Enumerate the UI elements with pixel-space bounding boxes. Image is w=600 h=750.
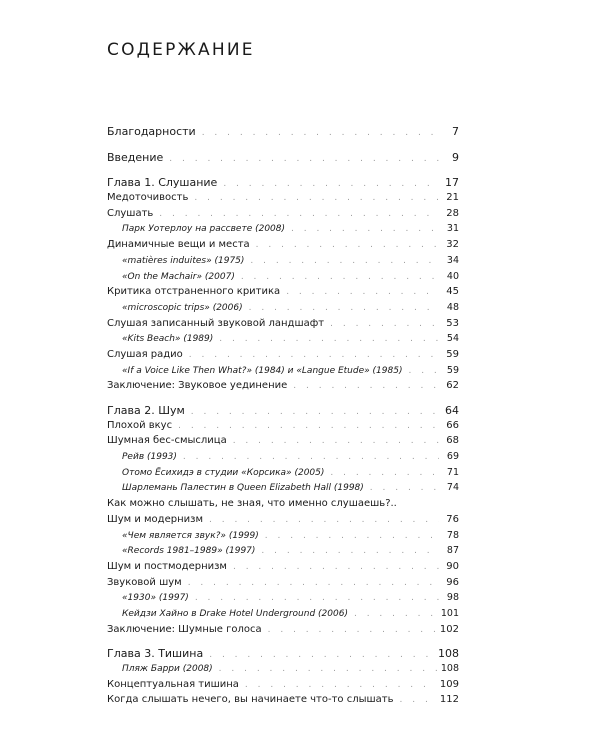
- toc-entry: [107, 223, 459, 239]
- toc-entry: [107, 498, 459, 514]
- dot-leader: [233, 562, 439, 572]
- toc-entry-title: Слушая записанный звуковой ландшафт: [107, 317, 325, 329]
- toc-entry-title: «On the Machair» (2007): [122, 271, 235, 282]
- dot-leader: [188, 578, 439, 588]
- toc-chapter-entry: [107, 151, 459, 167]
- toc-entry: [107, 679, 459, 695]
- toc-entry: [107, 365, 459, 381]
- toc-entry-title: Концептуальная тишина: [107, 678, 239, 690]
- toc-page-number: 59: [446, 348, 459, 360]
- toc-entry-title: «1930» (1997): [122, 593, 189, 604]
- toc-entry: [107, 592, 459, 608]
- toc-entry: [107, 608, 459, 624]
- dot-leader: [189, 350, 439, 360]
- toc-entry-title: Введение: [107, 150, 164, 164]
- toc-entry: [107, 271, 459, 287]
- dot-leader: [330, 319, 439, 329]
- toc-spacer: [107, 639, 459, 647]
- dot-leader: [268, 625, 436, 635]
- toc-entry: [107, 514, 459, 530]
- toc-page-number: 87: [446, 545, 459, 557]
- toc-entry: [107, 302, 459, 318]
- toc-page-number: 34: [446, 254, 459, 266]
- toc-entry-title: Шум и постмодернизм: [107, 560, 227, 572]
- toc-page-number: 32: [446, 239, 459, 251]
- toc-page-number: 101: [440, 607, 459, 619]
- toc-chapter-entry: [107, 176, 459, 192]
- dot-leader: [370, 483, 439, 493]
- toc-page-number: 71: [446, 466, 459, 478]
- toc-page-number: 7: [452, 125, 459, 138]
- toc-entry-title: Как можно слышать, не зная, что именно слушаешь?..: [107, 498, 397, 510]
- toc-entry: [107, 435, 459, 451]
- toc-entry-title: Глава 3. Тишина: [107, 647, 204, 661]
- toc-page-number: 90: [446, 560, 459, 572]
- dot-leader: [245, 680, 436, 690]
- toc-entry: [107, 255, 459, 271]
- toc-page-number: 62: [446, 380, 459, 392]
- dot-leader: [202, 128, 439, 138]
- toc-page-number: 17: [445, 176, 459, 190]
- toc-page-number: 69: [446, 451, 459, 463]
- toc-entry-title: Глава 2. Шум: [107, 404, 185, 417]
- dot-leader: [293, 381, 439, 391]
- toc-entry-title: Глава 1. Слушание: [107, 176, 218, 190]
- dot-leader: [233, 436, 439, 446]
- toc-chapter-entry: [107, 404, 459, 420]
- toc-page-number: 40: [446, 270, 459, 282]
- toc-chapter-entry: [107, 125, 459, 141]
- toc-page-number: 59: [446, 364, 459, 376]
- dot-leader: [400, 695, 436, 705]
- toc-entry: [107, 561, 459, 577]
- toc-entry-title: Слушая радио: [107, 348, 183, 360]
- toc-entry-title: «microscopic trips» (2006): [122, 302, 243, 313]
- dot-leader: [219, 334, 439, 344]
- toc-page-number: 45: [446, 286, 459, 298]
- toc-entry-title: Отомо Ёсихидэ в студии «Корсика» (2005): [122, 467, 325, 478]
- toc-page-number: 108: [438, 647, 459, 661]
- toc-entry-title: «matières induites» (1975): [122, 255, 245, 266]
- toc-entry: [107, 333, 459, 349]
- dot-leader: [209, 650, 434, 660]
- toc-entry-title: «Kits Beach» (1989): [122, 334, 214, 345]
- toc-entry: [107, 451, 459, 467]
- toc-entry-title: Динамичные вещи и места: [107, 239, 250, 251]
- toc-entry-title: Слушать: [107, 207, 154, 219]
- toc-entry-title: Благодарности: [107, 125, 196, 138]
- dot-leader: [219, 664, 437, 674]
- toc-spacer: [107, 141, 459, 151]
- dot-leader: [330, 468, 439, 478]
- toc-entry-title: «Records 1981–1989» (1997): [122, 546, 256, 557]
- dot-leader: [265, 531, 439, 541]
- dot-leader: [195, 593, 439, 603]
- toc-entry-title: Критика отстраненного критика: [107, 286, 281, 298]
- dot-leader: [241, 272, 439, 282]
- toc-entry-title: «If a Voice Like Then What?» (1984) и «Langue Etude» (1985): [122, 365, 403, 376]
- toc-entry: [107, 694, 459, 710]
- toc-entry-title: Шум и модернизм: [107, 513, 203, 525]
- toc-entry: [107, 467, 459, 483]
- toc-page-number: 64: [445, 404, 459, 417]
- toc-entry-title: Заключение: Звуковое уединение: [107, 380, 288, 392]
- dot-leader: [408, 366, 439, 376]
- toc-page-number: 78: [446, 529, 459, 541]
- toc-page-number: 108: [440, 663, 459, 674]
- dot-leader: [261, 546, 439, 556]
- dot-leader: [191, 407, 439, 417]
- toc-page-number: 9: [452, 150, 459, 164]
- toc-entry-title: Рейв (1993): [122, 452, 177, 463]
- toc-entry: [107, 530, 459, 546]
- toc-entry-title: Медоточивость: [107, 192, 189, 204]
- dot-leader: [209, 515, 439, 525]
- dot-leader: [169, 154, 439, 164]
- toc-page-number: 68: [446, 435, 459, 447]
- dot-leader: [159, 209, 439, 219]
- toc-page-number: 31: [446, 223, 459, 235]
- toc-entry: [107, 545, 459, 561]
- toc-page-number: 53: [446, 317, 459, 329]
- toc-entry: [107, 192, 459, 208]
- dot-leader: [183, 452, 439, 462]
- page-title: СОДЕРЖАНИЕ: [107, 40, 255, 60]
- toc-page-number: 112: [439, 694, 459, 706]
- toc-page-number: 96: [446, 576, 459, 588]
- toc-entry-title: Плохой вкус: [107, 419, 173, 431]
- toc-entry-title: Парк Уотерлоу на рассвете (2008): [122, 224, 286, 235]
- toc-entry-title: Шарлемань Палестин в Queen Elizabeth Hall (1998): [122, 483, 364, 494]
- toc-entry-title: Заключение: Шумные голоса: [107, 623, 262, 635]
- toc-entry-title: Когда слышать нечего, вы начинаете что-то слышать: [107, 694, 394, 706]
- dot-leader: [256, 240, 439, 250]
- dot-leader: [194, 193, 439, 203]
- dot-leader: [249, 303, 439, 313]
- toc-page-number: 48: [446, 301, 459, 313]
- toc-entry: [107, 577, 459, 593]
- toc-entry-title: Шумная бес-смыслица: [107, 435, 227, 447]
- dot-leader: [354, 609, 437, 619]
- toc-entry: [107, 663, 459, 679]
- dot-leader: [291, 224, 439, 234]
- dot-leader: [223, 179, 439, 189]
- toc-chapter-entry: [107, 647, 459, 663]
- toc-entry: [107, 380, 459, 396]
- toc-spacer: [107, 396, 459, 404]
- toc-entry-title: Кейдзи Хайно в Drake Hotel Underground (2006): [122, 608, 348, 619]
- toc-page-number: 21: [446, 192, 459, 204]
- toc-page-number: 66: [446, 419, 459, 431]
- toc-entry: [107, 318, 459, 334]
- toc-entry: [107, 208, 459, 224]
- toc-entry: [107, 420, 459, 436]
- toc-entry: [107, 239, 459, 255]
- toc-entry-title: «Чем является звук?» (1999): [122, 530, 259, 541]
- toc-page-number: 74: [446, 482, 459, 494]
- toc-page-number: 98: [446, 592, 459, 604]
- toc-page-number: 28: [446, 207, 459, 219]
- toc-spacer: [107, 166, 459, 176]
- toc-entry: [107, 286, 459, 302]
- dot-leader: [250, 256, 439, 266]
- dot-leader: [286, 287, 439, 297]
- toc-page-number: 102: [439, 623, 459, 635]
- toc-entry: [107, 349, 459, 365]
- toc-page-number: 76: [446, 513, 459, 525]
- toc-page-number: 54: [446, 333, 459, 345]
- table-of-contents: [107, 125, 459, 710]
- toc-entry-title: Пляж Барри (2008): [122, 664, 213, 674]
- toc-page-number: 109: [439, 678, 459, 690]
- dot-leader: [178, 421, 439, 431]
- toc-entry: [107, 482, 459, 498]
- toc-entry: [107, 624, 459, 640]
- toc-entry-title: Звуковой шум: [107, 576, 182, 588]
